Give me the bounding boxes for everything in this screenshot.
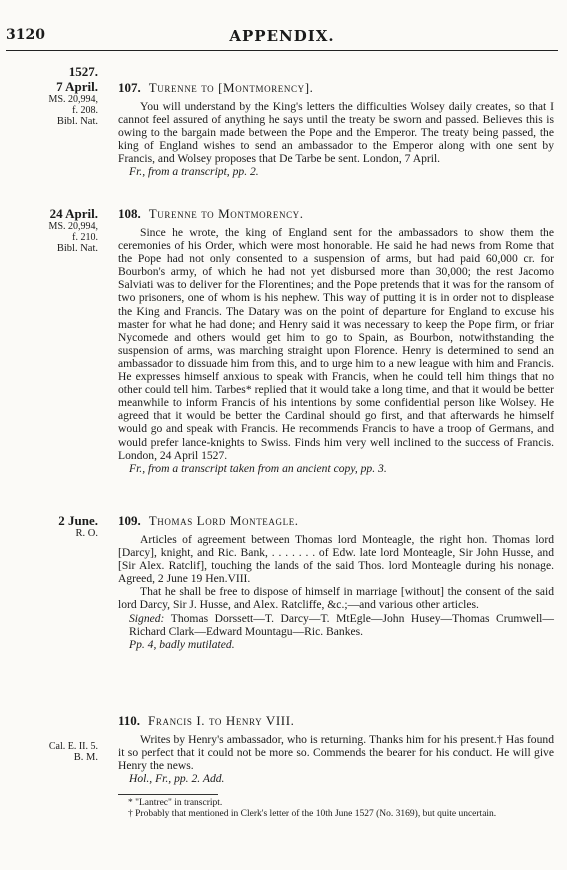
page-number: 3120 bbox=[6, 27, 45, 43]
entry-title bbox=[118, 206, 554, 222]
entry-source: Fr., from a transcript taken from an ancient copy, pp. 3. bbox=[129, 461, 387, 475]
margin-date: 24 April. bbox=[49, 206, 98, 221]
entry-number: 110. bbox=[118, 713, 141, 728]
entry-paragraph: You will understand by the King's letters the difficulties Wolsey daily creates, so that I cannot feel assured of anything he says until the treaty be sworn and passed. Believes this is owing to the bargain made between the Pope and the Emperor. The treaty being passed, the king of England wishes to send an ambassador to the Emperor along with one sent by Francis, and Wolsey proposes that De Tarbe be sent. London, 7 April. bbox=[118, 100, 554, 166]
margin-date: 2 June. bbox=[58, 513, 98, 528]
entry-title bbox=[118, 713, 554, 729]
entry-body bbox=[118, 100, 554, 165]
entry-source: Pp. 4, badly mutilated. bbox=[129, 637, 235, 651]
margin-ref: f. 210. bbox=[72, 232, 98, 243]
entry-110 bbox=[118, 713, 554, 785]
signed-label: Signed: bbox=[129, 611, 165, 625]
margin-note-107 bbox=[6, 64, 98, 128]
entry-paragraph: Writes by Henry's ambassador, who is returning. Thanks him for his present.† Has found it so perfect that it could not be more so. Commends the bearer for his conduct. He will give Henry the news. bbox=[118, 733, 554, 773]
margin-ref: Bibl. Nat. bbox=[56, 243, 98, 254]
entry-heading: Francis I. to Henry VIII. bbox=[148, 713, 295, 728]
margin-ref: B. M. bbox=[73, 752, 98, 763]
margin-ref: f. 208. bbox=[72, 105, 98, 116]
margin-note-108 bbox=[6, 206, 98, 255]
running-head: APPENDIX. bbox=[229, 27, 335, 45]
margin-ref: R. O. bbox=[75, 528, 98, 539]
entry-heading: Turenne to Montmorency. bbox=[148, 206, 304, 221]
entry-number: 107. bbox=[118, 80, 141, 95]
entry-body bbox=[118, 733, 554, 772]
entry-107 bbox=[118, 80, 554, 179]
margin-note-109 bbox=[6, 513, 98, 540]
footnote: † Probably that mentioned in Clerk's letter of the 10th June 1527 (No. 3169), but quite uncertain. bbox=[128, 809, 497, 819]
footnotes bbox=[118, 798, 554, 820]
entry-title bbox=[118, 513, 554, 529]
entry-paragraph: Since he wrote, the king of England sent for the ambassadors to show them the ceremonies of his Order, which were most honorable. He said he had news from Rome that the Pope had not only consented to a suspension of arms, but had paid 60,000 cr. for Bourbon's army, of which he had not yet disbursed more than 30,000; the rest Jacomo Salviati was to deliver for the Florentines; and the Pope pretends that it was for the ransom of two prisoners, one of whom is his nephew. This way of putting it is in order not to displease the King and Francis. The Datary was on the point of departure for England to excuse his master for what he had done; and Henry said it was necessary to keep the Pope firm, or friar Nycomede and others would get him to go to Spain, as Bourbon, notwithstanding the suspension of arms, was marching straight upon Florence. Henry is determined to send an ambassador to dissuade him from this, and to urge him to a new league with him and Francis. He expresses himself anxious to speak with Francis, when he could tell him things that no other could tell him. Tarbes* replied that it would take a long time, and that it would be better meanwhile to inform Francis of his intentions by some confidential person like Wolsey. He agreed that it would be better the Cardinal should go first, and that afterwards he himself would go and speak with Francis. He recommends Francis to have a troop of Germans, and would prefer lance-knights to Swiss. Finds him very well inclined to the success of Francis. London, 24 April 1527. bbox=[118, 226, 554, 462]
entry-body bbox=[118, 533, 554, 612]
margin-ref: MS. 20,994, bbox=[48, 94, 98, 105]
entry-heading: Thomas Lord Monteagle. bbox=[148, 513, 299, 528]
entry-title bbox=[118, 80, 554, 96]
entry-signatures bbox=[118, 612, 554, 638]
margin-year: 1527. bbox=[68, 64, 98, 79]
entry-paragraph: That he shall be free to dispose of himself in marriage [without] the consent of the said lord Darcy, Sir J. Husse, and Alex. Ratcliffe, &c.;—and various other articles. bbox=[118, 585, 554, 612]
footnote: * "Lantrec" in transcript. bbox=[128, 798, 223, 808]
signed-names: Thomas Dorssett—T. Darcy—T. MtEgle—John Husey—Thomas Crumwell—Richard Clark—Edward Mountagu—Ric. Bankes. bbox=[129, 611, 554, 638]
entry-109 bbox=[118, 513, 554, 651]
entry-number: 109. bbox=[118, 513, 141, 528]
margin-ref: Bibl. Nat. bbox=[56, 116, 98, 127]
entry-body bbox=[118, 226, 554, 462]
margin-note-110 bbox=[6, 741, 98, 764]
entry-heading: Turenne to [Montmorency]. bbox=[148, 80, 314, 95]
entry-source: Fr., from a transcript, pp. 2. bbox=[129, 165, 259, 179]
margin-ref: MS. 20,994, bbox=[48, 221, 98, 232]
entry-paragraph: Articles of agreement between Thomas lord Monteagle, the right hon. Thomas lord [Darcy], knight, and Ric. Bank, . . . . . . . of Edw. late lord Monteagle, Sir John Husse, and [Sir Alex. Ratclif], touching the lands of the said Thos. lord Monteagle during his nonage. Agreed, 2 June 19 Hen.VIII. bbox=[118, 533, 554, 586]
footnote-rule bbox=[118, 794, 218, 795]
header-rule bbox=[6, 50, 558, 51]
entry-source: Hol., Fr., pp. 2. Add. bbox=[129, 772, 225, 786]
margin-date: 7 April. bbox=[56, 79, 98, 94]
entry-108 bbox=[118, 206, 554, 475]
margin-ref: Cal. E. II. 5. bbox=[48, 741, 98, 752]
page-header bbox=[6, 27, 558, 47]
entry-number: 108. bbox=[118, 206, 141, 221]
